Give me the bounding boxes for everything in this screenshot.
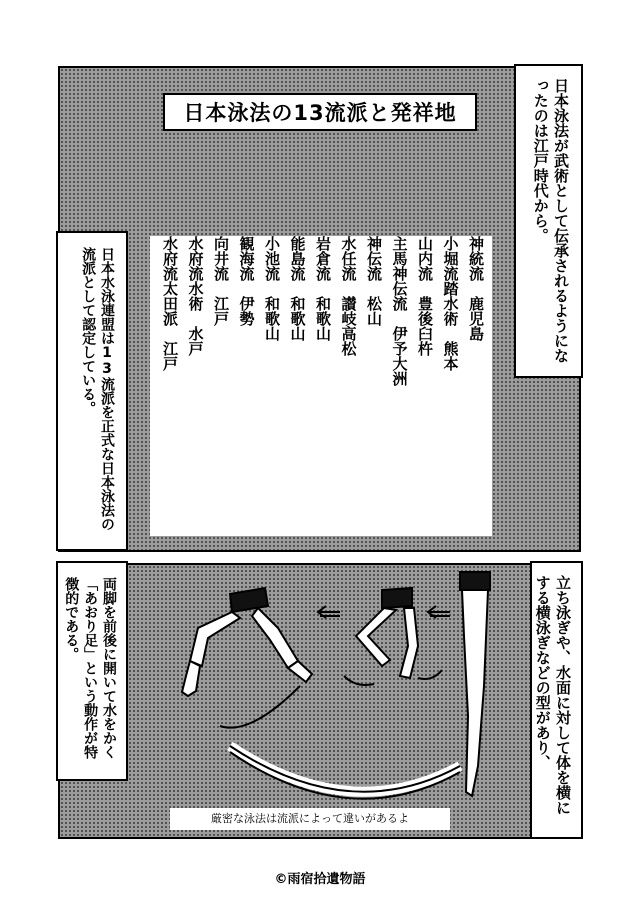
legs-spread-figure (182, 588, 312, 696)
page-title: 日本泳法の13流派と発祥地 (163, 93, 477, 131)
school-item: 主馬神伝流 伊予大洲 (390, 236, 409, 386)
school-item: 山内流 豊後臼杵 (416, 236, 434, 356)
legs-bent-figure (356, 588, 418, 678)
school-item: 向井流 江戸 (212, 236, 230, 326)
caption: 厳密な泳法は流派によって違いがあるよ (170, 808, 450, 830)
narration-box-bottom-left: 両脚を前後に開いて水をかく「あおり足」という動作が特徴的である。 (56, 561, 128, 781)
school-list (150, 236, 492, 536)
narration-box-top-left: 日本水泳連盟は13流派を正式な日本泳法の流派として認定している。 (56, 231, 128, 551)
school-item: 観海流 伊勢 (237, 236, 256, 326)
leg-kick-illustration (160, 566, 530, 806)
school-item: 小池流 和歌山 (263, 236, 281, 341)
motion-arrow-icon (220, 670, 460, 799)
school-item: 能島流 和歌山 (288, 236, 307, 341)
narration-box-bottom-right: 立ち泳ぎや、水面に対して体を横にする横泳ぎなどの型があり、 (530, 561, 583, 839)
school-item: 水任流 讃岐高松 (339, 236, 358, 356)
school-item: 水府流太田派 江戸 (161, 236, 179, 371)
school-item: 神伝流 松山 (365, 236, 383, 326)
copyright-credit: ©雨宿拾遺物語 (274, 872, 366, 887)
school-item: 岩倉流 和歌山 (314, 236, 332, 341)
school-item: 神統流 鹿児島 (467, 236, 485, 341)
legs-straight-figure (460, 572, 490, 796)
school-item: 水府流水術 水戸 (186, 236, 205, 356)
school-item: 小堀流踏水術 熊本 (441, 236, 460, 371)
narration-box-top-right: 日本泳法が武術として伝承されるようになったのは江戸時代から。 (514, 64, 583, 378)
